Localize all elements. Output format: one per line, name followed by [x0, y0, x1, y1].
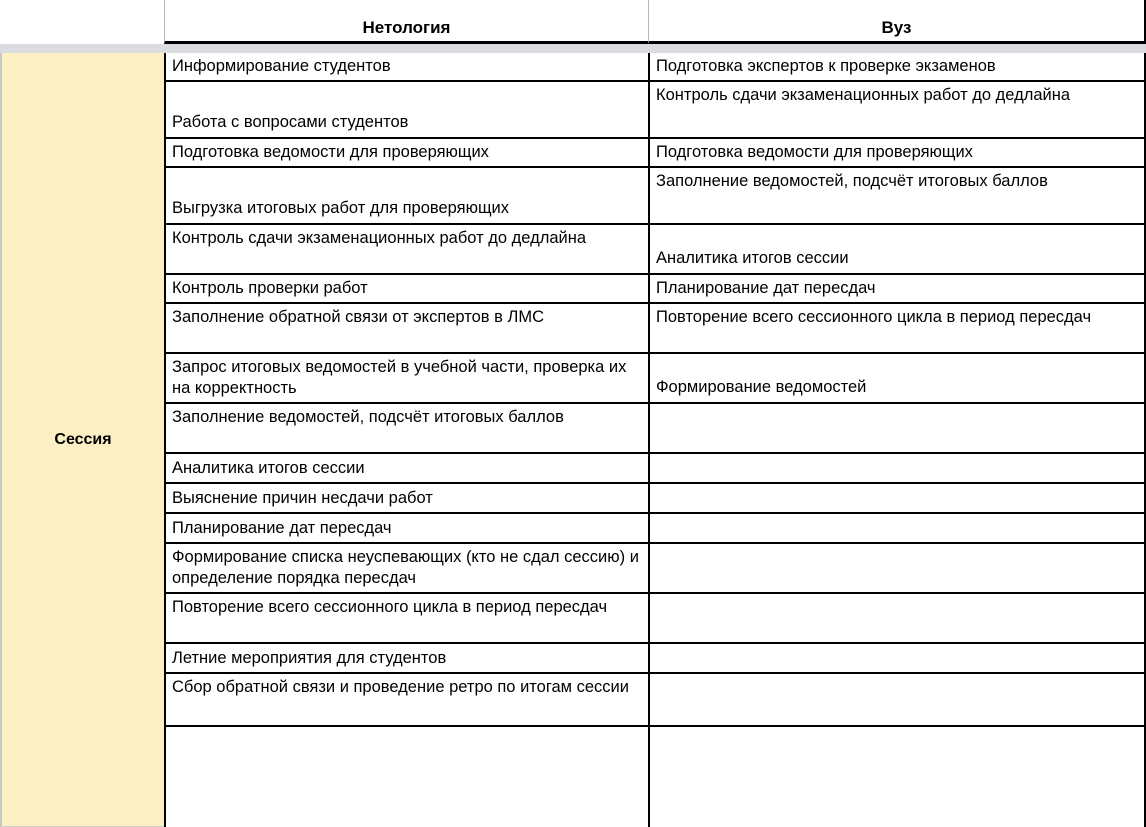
table-cell-netologia[interactable] [166, 454, 648, 484]
cell-text: Заполнение ведомостей, подсчёт итоговых баллов [656, 172, 1048, 190]
cell-text: Контроль сдачи экзаменационных работ до дедлайна [172, 229, 587, 247]
table-cell-vuz[interactable] [650, 404, 1144, 454]
column-netologia [164, 53, 648, 827]
frozen-separator-left [0, 44, 164, 53]
table-cell-vuz[interactable] [650, 82, 1144, 139]
cell-text: Информирование студентов [172, 57, 391, 75]
table-cell-vuz[interactable] [650, 644, 1144, 674]
table-cell-netologia[interactable] [166, 168, 648, 225]
table-cell-netologia[interactable] [166, 225, 648, 275]
table-cell-vuz[interactable] [650, 514, 1144, 544]
table-cell-vuz[interactable] [650, 354, 1144, 404]
cell-text: Повторение всего сессионного цикла в период пересдач [656, 308, 1092, 326]
cell-text: Аналитика итогов сессии [656, 249, 849, 267]
table-cell-vuz[interactable] [650, 275, 1144, 304]
cell-text [656, 618, 1138, 619]
table-cell-vuz[interactable] [650, 304, 1144, 354]
cell-text: Формирование ведомостей [656, 378, 867, 396]
table-cell-vuz[interactable] [650, 139, 1144, 168]
column-header-netologia[interactable]: Нетология [164, 0, 648, 44]
cell-text: Выгрузка итоговых работ для проверяющих [172, 199, 510, 217]
table-cell-netologia[interactable] [166, 304, 648, 354]
table-cell-vuz[interactable] [650, 674, 1144, 727]
cell-text: Летние мероприятия для студентов [172, 648, 447, 667]
cell-text: Повторение всего сессионного цикла в период пересдач [172, 598, 608, 616]
table-cell-netologia[interactable] [166, 514, 648, 544]
cell-text [656, 468, 1138, 469]
cell-text: Выяснение причин несдачи работ [172, 488, 433, 507]
cell-text: Формирование списка неуспевающих (кто не сдал сессию) и определение порядка пересдач [172, 548, 639, 587]
frozen-separator-right [164, 44, 1146, 53]
cell-text [656, 498, 1138, 499]
cell-text: Подготовка ведомости для проверяющих [172, 143, 489, 161]
cell-text: Контроль сдачи экзаменационных работ до дедлайна [656, 86, 1071, 104]
table-cell-vuz[interactable] [650, 225, 1144, 275]
cell-text: Заполнение обратной связи от экспертов в ЛМС [172, 308, 544, 326]
table-cell-netologia[interactable] [166, 484, 648, 514]
cell-text: Аналитика итогов сессии [172, 458, 365, 477]
cell-text: Заполнение ведомостей, подсчёт итоговых баллов [172, 408, 564, 426]
category-cell-sessiya[interactable] [0, 53, 164, 827]
cell-text [656, 568, 1138, 569]
cell-text: Планирование дат пересдач [656, 279, 876, 297]
table-cell-netologia[interactable] [166, 82, 648, 139]
table-cell-netologia[interactable] [166, 354, 648, 404]
table-cell-netologia[interactable] [166, 275, 648, 304]
table-cell-netologia[interactable] [166, 404, 648, 454]
table-cell-netologia[interactable] [166, 544, 648, 594]
table-cell-netologia[interactable] [166, 594, 648, 644]
cell-text [656, 428, 1138, 429]
cell-text: Планирование дат пересдач [172, 518, 392, 537]
frozen-row-separator [0, 44, 1146, 53]
table-cell-vuz[interactable] [650, 544, 1144, 594]
table-cell-vuz[interactable] [650, 53, 1144, 82]
table-cell-netologia[interactable] [166, 674, 648, 727]
table-cell-netologia[interactable] [166, 139, 648, 168]
cell-text [656, 658, 1138, 659]
cell-text: Запрос итоговых ведомостей в учебной части, проверка их на корректность [172, 358, 627, 397]
cell-text: Работа с вопросами студентов [172, 113, 409, 131]
cell-text: Контроль проверки работ [172, 279, 368, 297]
header-corner-cell [0, 0, 164, 44]
table-cell-vuz[interactable] [650, 594, 1144, 644]
cell-text: Подготовка ведомости для проверяющих [656, 143, 973, 161]
cell-text [656, 528, 1138, 529]
table-cell-netologia[interactable] [166, 644, 648, 674]
table-cell-vuz[interactable] [650, 454, 1144, 484]
column-header-vuz[interactable]: Вуз [648, 0, 1146, 44]
category-label: Сессия [54, 430, 112, 448]
column-vuz [648, 53, 1146, 827]
cell-text: Подготовка экспертов к проверке экзаменов [656, 57, 996, 75]
table-cell-vuz[interactable] [650, 168, 1144, 225]
cell-text [656, 699, 1138, 700]
cell-text: Сбор обратной связи и проведение ретро по итогам сессии [172, 678, 629, 696]
table-header-row [0, 0, 1146, 44]
table-cell-vuz[interactable] [650, 484, 1144, 514]
table-cell-netologia[interactable] [166, 53, 648, 82]
table-body [0, 53, 1146, 827]
